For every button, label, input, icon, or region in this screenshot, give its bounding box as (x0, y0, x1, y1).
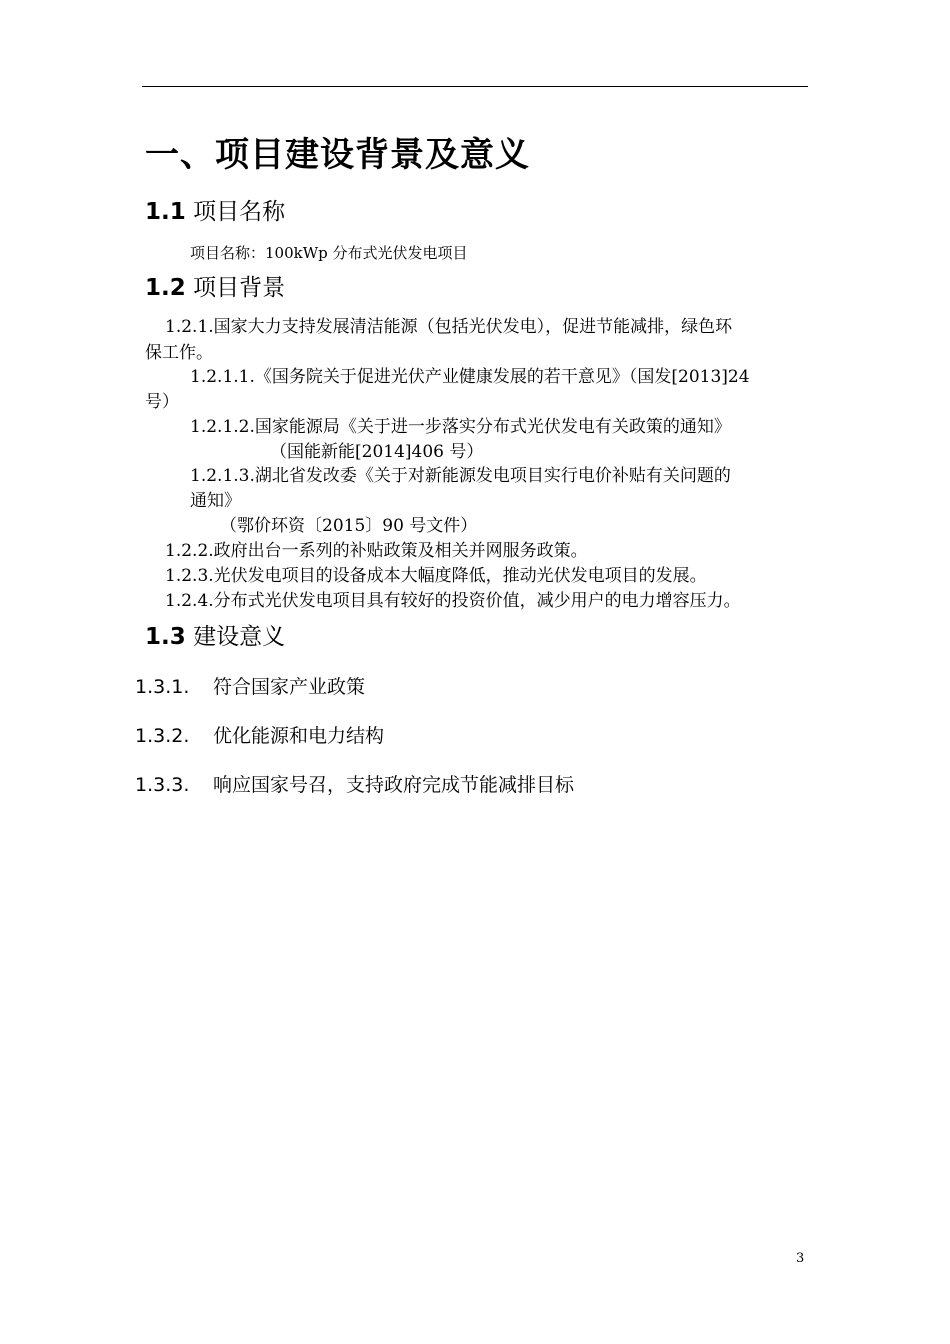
paragraph-1-2-1-3-line1: 1.2.1.3.湖北省发改委《关于对新能源发电项目实行电价补贴有关问题的 (190, 466, 731, 486)
subsection-title: 优化能源和电力结构 (213, 725, 385, 747)
section-title: 建设意义 (193, 624, 286, 650)
page-number: 3 (796, 1251, 805, 1266)
subsection-number: 1.3.1. (135, 676, 190, 698)
paragraph-1-2-2: 1.2.2.政府出台一系列的补贴政策及相关并网服务政策。 (165, 541, 588, 561)
paragraph-1-2-4: 1.2.4.分布式光伏发电项目具有较好的投资价值，减少用户的电力增容压力。 (165, 591, 741, 611)
paragraph-1-2-3: 1.2.3.光伏发电项目的设备成本大幅度降低，推动光伏发电项目的发展。 (165, 566, 707, 586)
subsection-number: 1.3.2. (135, 725, 190, 747)
paragraph-1-2-1-2-line2: （国能新能[2014]406 号） (270, 442, 484, 462)
subsection-title: 响应国家号召，支持政府完成节能减排目标 (213, 774, 575, 796)
section-number: 1.3 (145, 624, 186, 650)
subsection-heading-1-3-3 (135, 770, 574, 797)
section-number: 1.1 (145, 199, 186, 225)
paragraph-1-2-1-3-line3: （鄂价环资〔2015〕90 号文件） (220, 516, 478, 536)
section-title: 项目背景 (193, 275, 286, 301)
paragraph-1-2-1-line1: 1.2.1.国家大力支持发展清洁能源（包括光伏发电），促进节能减排，绿色环 (165, 317, 733, 337)
section-heading-1-2 (145, 269, 285, 302)
paragraph-1-2-1-3-line2: 通知》 (190, 491, 241, 511)
subsection-heading-1-3-2 (135, 721, 384, 748)
section-title: 项目名称 (193, 199, 286, 225)
chapter-title: 一、项目建设背景及意义 (145, 135, 530, 175)
paragraph-1-2-1-line2: 保工作。 (145, 343, 213, 363)
section-heading-1-1 (145, 193, 285, 226)
section-number: 1.2 (145, 275, 186, 301)
project-name-line: 项目名称：100kWp 分布式光伏发电项目 (190, 244, 468, 262)
subsection-title: 符合国家产业政策 (213, 676, 366, 698)
header-rule (142, 86, 808, 87)
subsection-number: 1.3.3. (135, 774, 190, 796)
subsection-heading-1-3-1 (135, 672, 365, 699)
section-heading-1-3 (145, 618, 285, 651)
paragraph-1-2-1-2-line1: 1.2.1.2.国家能源局《关于进一步落实分布式光伏发电有关政策的通知》 (190, 417, 731, 437)
paragraph-1-2-1-1-line2: 号） (145, 392, 179, 412)
paragraph-1-2-1-1-line1: 1.2.1.1.《国务院关于促进光伏产业健康发展的若干意见》（国发[2013]24 (190, 367, 750, 387)
